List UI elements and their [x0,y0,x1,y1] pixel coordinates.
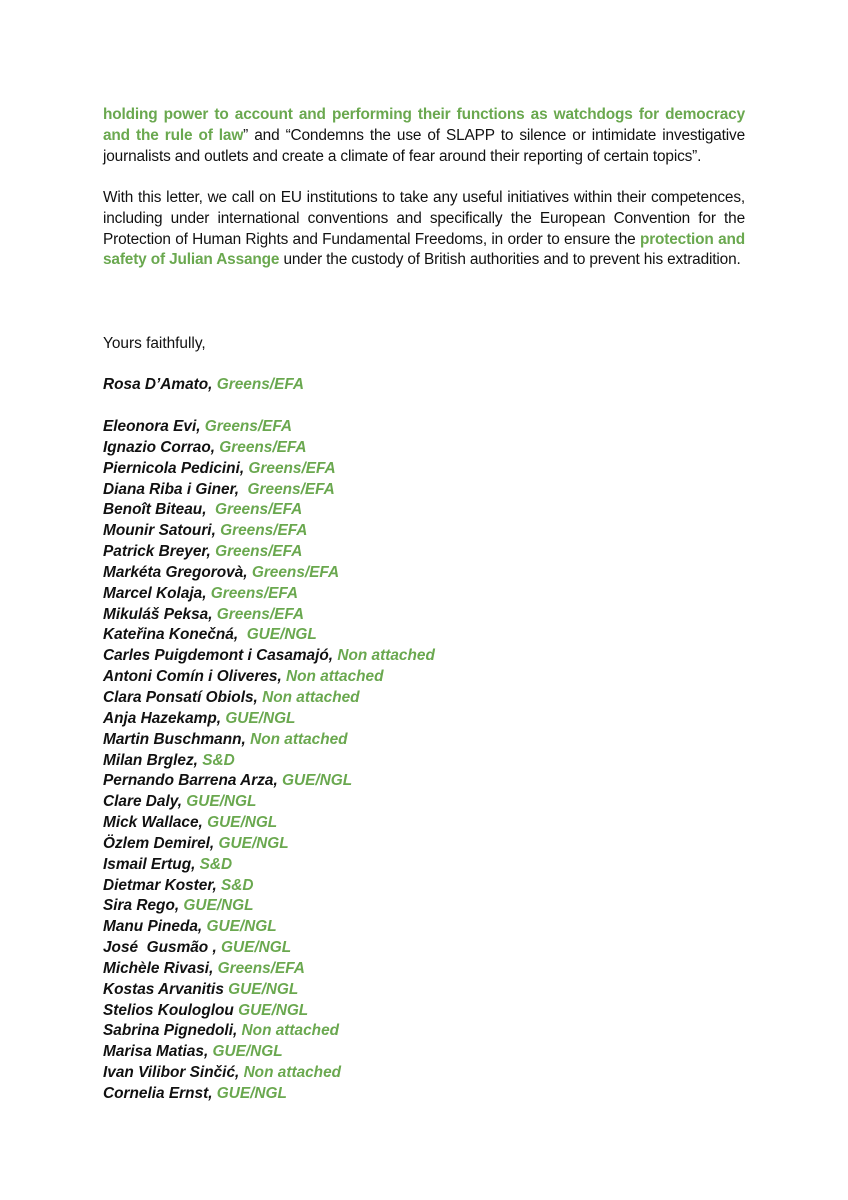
signatory-group: S&D [199,855,233,873]
signatory-group: Greens/EFA [204,418,293,435]
signatory-group: Greens/EFA [210,584,299,602]
signatory-name: José Gusmão , [103,939,222,957]
signatory-item [103,605,435,626]
signatory-group: Greens/EFA [248,459,336,477]
signatory-group: Non attached [243,1064,342,1082]
signatory-name: Benoît Biteau, [103,501,216,519]
signatory-group: S&D [221,876,254,894]
signatory-item [103,876,435,897]
signatory-group: GUE/NGL [186,793,257,811]
signatory-item [103,834,435,855]
signatory-name: Dietmar Koster, [103,876,222,894]
signatory-item [103,438,435,459]
paragraph-call-text-2: under the custody of British authorities and to prevent his extradition. [279,251,741,269]
first-signatory [103,375,304,396]
signatory-item [103,500,435,521]
highlight-watchdogs: holding power to account and performing their functions as watchdogs for democracy and the rule of law [103,106,745,144]
paragraph-call-text-1: With this letter, we call on EU institutions to take any useful initiatives within their competences, including under international conventions and specifically the European Convention for the Protection of Human Rights and Fundamental Freedoms, in order to ensure the [103,189,745,248]
signatory-name: Antoni Comín i Oliveres, [103,668,287,686]
paragraph-quote [103,105,745,167]
signatory-item [103,959,435,980]
signatory-group: Greens/EFA [217,959,305,977]
signatory-item [103,542,435,563]
signatory-name: Pernando Barrena Arza, [103,772,283,790]
signatory-name: Michèle Rivasi, [103,959,218,977]
signatory-item [103,563,435,584]
signatory-item [103,521,435,542]
signatory-name: Ivan Vilibor Sinčić, [103,1064,244,1082]
signatory-name: Markéta Gregorovà, [103,563,252,581]
signatory-group: GUE/NGL [228,980,299,998]
paragraph-quote-text: ” and “Condemns the use of SLAPP to silence or intimidate investigative journalists and outlets and create a climate of fear around their reporting of certain topics”. [103,126,746,165]
signatory-group: GUE/NGL [221,939,292,957]
signatory-group: GUE/NGL [246,626,317,644]
signatory-name: Milan Brglez, [103,751,203,769]
signatory-group: Non attached [262,688,360,706]
signatory-item [103,584,435,605]
signatory-group: GUE/NGL [183,897,254,915]
signatory-item [103,855,435,876]
signatory-group: Non attached [286,668,384,686]
signatory-item [103,980,435,1001]
closing-salutation: Yours faithfully, [103,335,206,352]
signatory-group: Greens/EFA [215,543,303,561]
signatory-group: GUE/NGL [238,1001,309,1019]
signatory-name: Marcel Kolaja, [103,584,211,602]
signatory-name: Piernicola Pedicini, [103,459,249,477]
signatory-name: Martin Buschmann, [103,730,251,748]
signatory-item [103,751,435,772]
signatory-group: Non attached [250,730,348,748]
signatory-item [103,688,435,709]
signatory-name: Sira Rego, [103,897,184,915]
signatory-name: Marisa Matias, [103,1043,213,1061]
signatory-name: Mikuláš Peksa, [103,605,217,623]
signatory-name: Clare Daly, [103,793,187,811]
signatory-group: Non attached [337,647,435,665]
signatory-group: S&D [202,751,235,769]
signatory-item [103,480,435,501]
signatory-group: GUE/NGL [282,772,353,790]
signatory-name: Carles Puigdemont i Casamajó, [103,647,338,665]
signatory-name: Manu Pineda, [103,918,207,936]
signatory-item [103,646,435,667]
signatory-group: Greens/EFA [247,480,335,498]
signatory-item [103,709,435,730]
signatory-item [103,1021,435,1042]
signatory-group: Non attached [241,1022,340,1040]
signatory-group: Greens/EFA [215,501,303,519]
signatory-item [103,667,435,688]
signatory-group: Greens/EFA [216,605,305,623]
signatory-item [103,792,435,813]
signatory-name: Rosa D’Amato, [103,376,217,393]
signatory-item [103,938,435,959]
signatory-item [103,896,435,917]
signatory-name: Anja Hazekamp, [103,709,226,727]
signatory-group: GUE/NGL [218,834,289,852]
signatory-name: Ismail Ertug, [103,855,200,873]
signatory-group: GUE/NGL [207,814,278,832]
signatory-name: Patrick Breyer, [103,543,216,561]
signatory-item [103,1042,435,1063]
signatory-name: Eleonora Evi, [103,418,205,435]
signatory-item [103,625,435,646]
signatory-list [103,417,435,1105]
highlight-assange: protection and safety of Julian Assange [103,230,745,269]
signatory-group: Greens/EFA [216,376,304,393]
signatory-group: Greens/EFA [219,438,307,456]
signatory-name: Ignazio Corrao, [103,438,220,456]
signatory-group: GUE/NGL [216,1085,287,1102]
signatory-name: Diana Riba i Giner, [103,480,248,498]
signatory-name: Mounir Satouri, [103,522,221,540]
signatory-name: Sabrina Pignedoli, [103,1022,242,1040]
signatory-group: Greens/EFA [251,563,340,581]
signatory-item [103,459,435,480]
signatory-item [103,917,435,938]
signatory-name: Özlem Demirel, [103,834,219,852]
signatory-item [103,417,435,438]
signatory-item [103,1063,435,1084]
signatory-item [103,1001,435,1022]
signatory-name: Mick Wallace, [103,814,208,832]
signatory-name: Cornelia Ernst, [103,1085,217,1102]
signatory-group: Greens/EFA [220,522,308,540]
paragraph-call [103,188,745,271]
signatory-name: Kateřina Konečná, [103,626,247,644]
signatory-item [103,771,435,792]
signatory-item [103,813,435,834]
signatory-group: GUE/NGL [206,918,277,936]
signatory-name: Kostas Arvanitis [103,980,229,998]
signatory-item [103,730,435,751]
signatory-group: GUE/NGL [212,1043,283,1061]
signatory-name: Stelios Kouloglou [103,1001,239,1019]
signatory-name: Clara Ponsatí Obiols, [103,688,263,706]
signatory-group: GUE/NGL [225,709,296,727]
signatory-item [103,1084,435,1105]
